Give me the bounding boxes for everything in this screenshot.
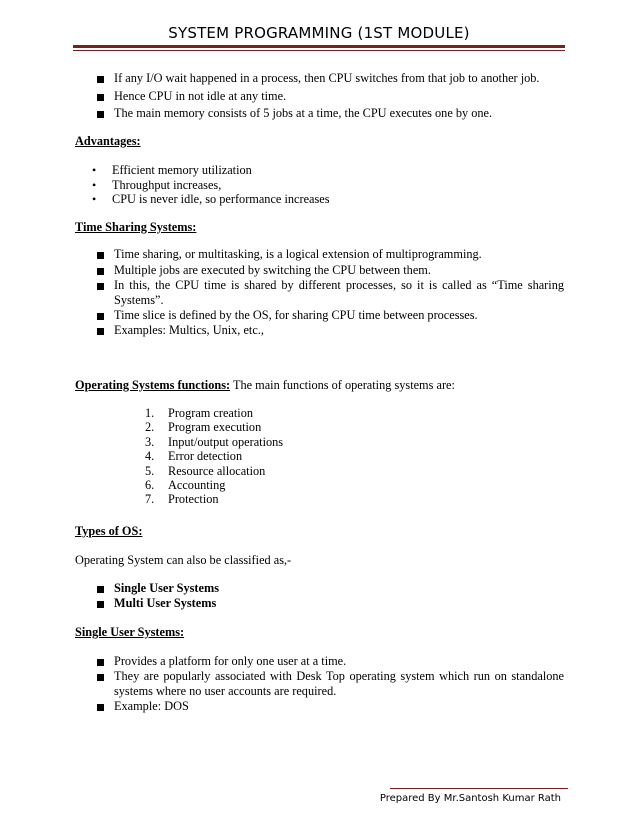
list-item: 7. Protection [145, 492, 219, 507]
single-user-item-2: They are popularly associated with Desk Top operating system which run on standalone systems where no user accounts are required. [114, 669, 564, 698]
types-of-os-intro: Operating System can also be classified as,- [75, 553, 292, 567]
list-item: 3. Input/output operations [145, 434, 284, 449]
time-sharing-item-1: Time sharing, or multitasking, is a logical extension of multiprogramming. [114, 247, 482, 261]
square-bullet-icon [97, 313, 104, 320]
intro-bullet-2: Hence CPU in not idle at any time. [114, 89, 287, 103]
os-functions-heading: Operating Systems functions: [75, 378, 231, 392]
square-bullet-icon [97, 674, 104, 681]
time-sharing-item-5: Examples: Multics, Unix, etc., [114, 323, 264, 337]
os-functions-paragraph [75, 378, 455, 393]
single-user-item-3: Example: DOS [114, 699, 189, 713]
header-rule [73, 45, 565, 48]
types-of-os-heading: Types of OS: [75, 524, 143, 538]
square-bullet-icon [97, 111, 104, 118]
square-bullet-icon [97, 283, 104, 290]
square-bullet-icon [97, 586, 104, 593]
round-bullet-icon: • [92, 178, 97, 192]
intro-bullet-3: The main memory consists of 5 jobs at a time, the CPU executes one by one. [114, 106, 493, 120]
os-functions-list [145, 406, 283, 507]
square-bullet-icon [97, 268, 104, 275]
type-item-multi-user: Multi User Systems [114, 596, 217, 610]
single-user-heading: Single User Systems: [75, 625, 185, 639]
list-item: 5. Resource allocation [145, 463, 266, 478]
advantages-heading: Advantages: [75, 134, 141, 148]
os-functions-intro: The main functions of operating systems are: [230, 378, 455, 392]
list-item: 4. Error detection [145, 449, 243, 464]
footer-rule [390, 788, 568, 789]
square-bullet-icon [97, 704, 104, 711]
list-item: 6. Accounting [145, 478, 226, 493]
advantage-item-1: Efficient memory utilization [112, 163, 252, 177]
square-bullet-icon [97, 328, 104, 335]
list-item: 1. Program creation [145, 406, 254, 420]
round-bullet-icon: • [92, 163, 97, 177]
time-sharing-item-4: Time slice is defined by the OS, for sharing CPU time between processes. [114, 308, 478, 322]
square-bullet-icon [97, 252, 104, 259]
round-bullet-icon: • [92, 192, 97, 206]
advantage-item-2: Throughput increases, [112, 178, 222, 192]
time-sharing-item-2: Multiple jobs are executed by switching the CPU between them. [114, 263, 431, 277]
square-bullet-icon [97, 659, 104, 666]
intro-bullet-1: If any I/O wait happened in a process, then CPU switches from that job to another job. [114, 71, 540, 85]
page-footer: Prepared By Mr.Santosh Kumar Rath [379, 793, 561, 804]
page-header-title: SYSTEM PROGRAMMING (1ST MODULE) [168, 24, 470, 42]
square-bullet-icon [97, 601, 104, 608]
single-user-item-1: Provides a platform for only one user at a time. [114, 654, 347, 668]
square-bullet-icon [97, 76, 104, 83]
type-item-single-user: Single User Systems [114, 581, 219, 595]
header-rule-thin [73, 50, 565, 51]
square-bullet-icon [97, 94, 104, 101]
time-sharing-item-3: In this, the CPU time is shared by different processes, so it is called as “Time sharing Systems”. [114, 278, 564, 307]
advantage-item-3: CPU is never idle, so performance increases [112, 192, 330, 206]
time-sharing-heading: Time Sharing Systems: [75, 220, 197, 234]
list-item: 2. Program execution [145, 420, 262, 435]
